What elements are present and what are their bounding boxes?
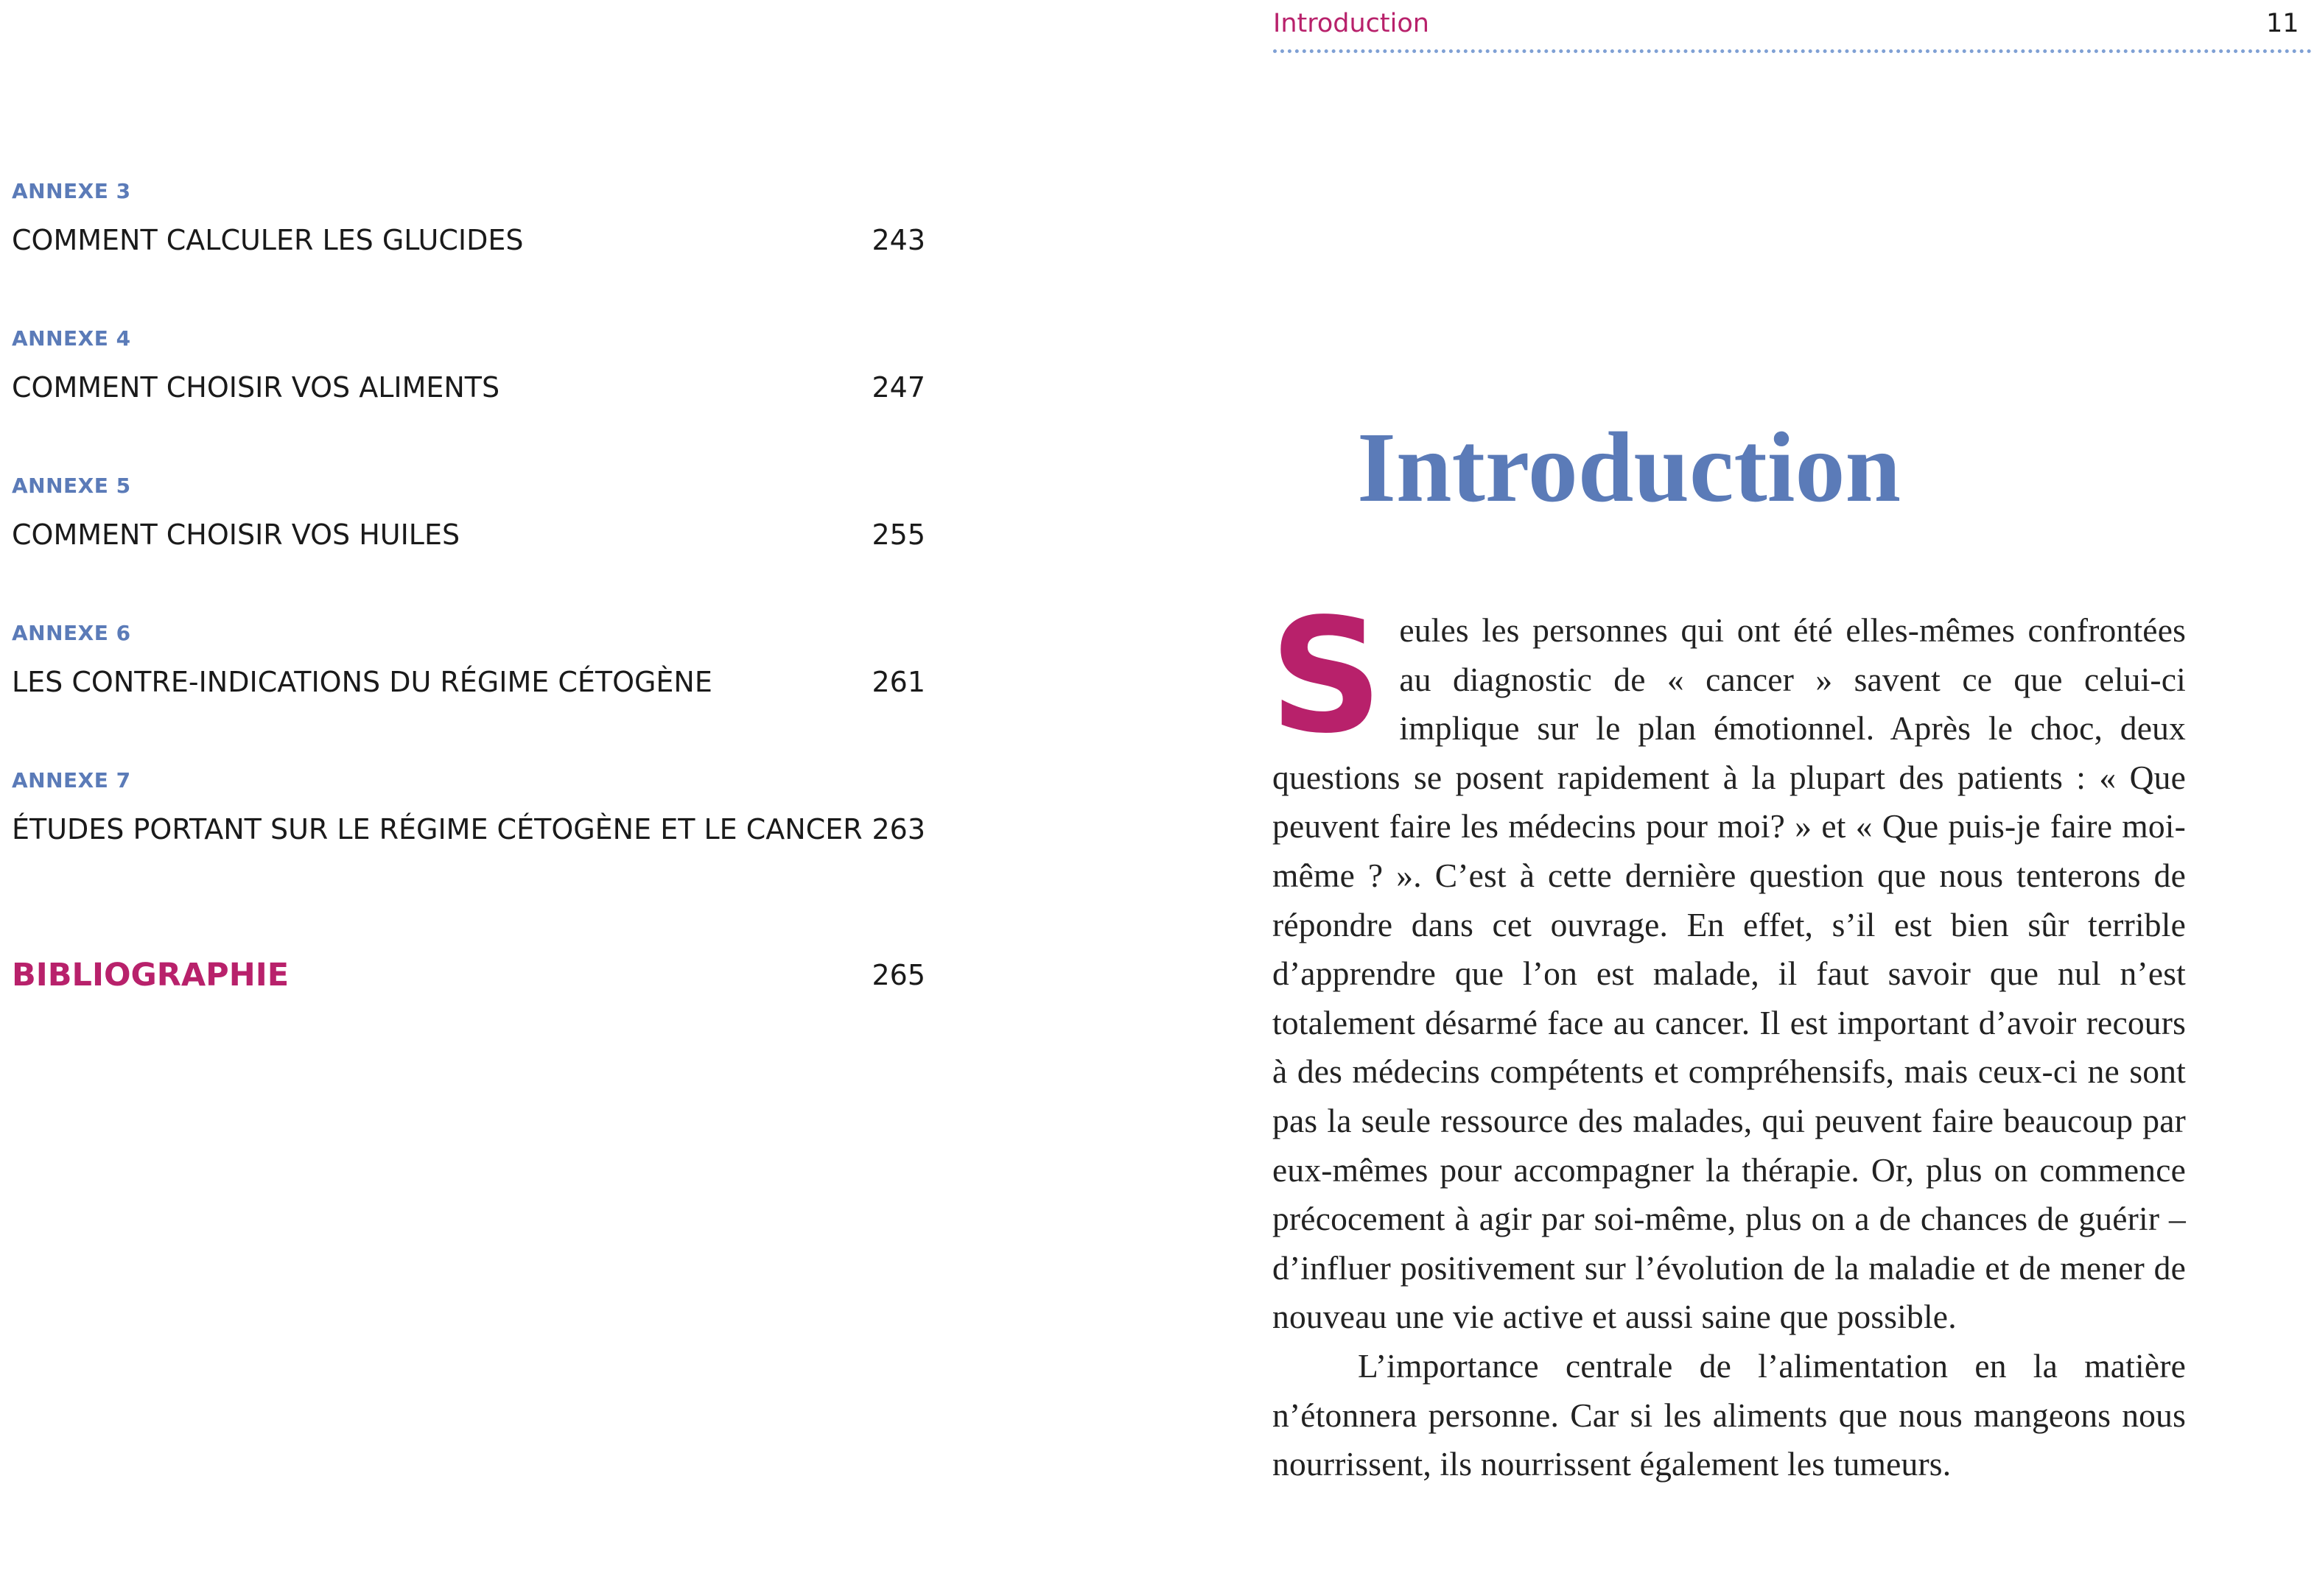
toc-entry-title: COMMENT CHOISIR VOS ALIMENTS: [12, 371, 500, 404]
toc-entry-row: [12, 222, 925, 259]
drop-cap: S: [1269, 585, 1384, 768]
toc-entry-row: [12, 516, 925, 553]
toc-entry-page: 255: [872, 518, 925, 551]
toc-entry-annexe-7[interactable]: [12, 768, 925, 848]
toc-entry-annexe-4[interactable]: [12, 326, 925, 406]
toc-entry-row: [12, 664, 925, 700]
toc-entry-page: 263: [872, 813, 925, 846]
toc-entry-annexe-5[interactable]: [12, 474, 925, 553]
toc-entry-bibliography[interactable]: [12, 955, 925, 996]
toc-entry-title: COMMENT CHOISIR VOS HUILES: [12, 518, 460, 551]
toc-entry-title: ÉTUDES PORTANT SUR LE RÉGIME CÉTOGÈNE ET LE CANCER: [12, 813, 863, 846]
toc-entry-label: ANNEXE 4: [12, 326, 131, 351]
toc-entry-page: 243: [872, 224, 925, 256]
running-header: [1273, 4, 2312, 53]
toc-entry-row: [12, 369, 925, 406]
running-header-title: Introduction: [1273, 9, 1429, 38]
toc-bibliography-title: BIBLIOGRAPHIE: [12, 957, 290, 994]
toc-entry-label: ANNEXE 5: [12, 474, 131, 498]
page-number: 11: [2266, 9, 2299, 38]
paragraph-text: eules les personnes qui ont été elles-mêmes confrontées au diagnostic de « cancer » savent ce que celui-ci implique sur le plan émotionnel. Après le choc, deux questions se posent rapidement à la plupart des patients : « Que peuvent faire les médecins pour moi? » et « Que puis-je faire moi-même ? ». C’est à cette dernière question que nous tenterons de répondre dans cet ouvrage. En effet, s’il est bien sûr terrible d’apprendre que l’on est malade, il faut savoir que nul n’est totalement désarmé face au cancer. Il est important d’avoir recours à des médecins compétents et compréhensifs, mais ceux-ci ne sont pas la seule ressource des malades, qui peuvent faire beaucoup par eux-mêmes pour accompagner la thérapie. Or, plus on commence précocement à agir par soi-même, plus on a de chances de guérir – d’influer positivement sur l’évolution de la maladie et de mener de nouveau une vie active et aussi saine que possible.: [1272, 611, 2186, 1336]
chapter-body: [1269, 585, 2186, 1489]
paragraph: [1269, 585, 2186, 1342]
toc-entry-title: COMMENT CALCULER LES GLUCIDES: [12, 224, 524, 256]
toc-entry-label: ANNEXE 3: [12, 179, 131, 203]
toc-entry-label: ANNEXE 6: [12, 621, 131, 645]
toc-entry-label: ANNEXE 7: [12, 768, 131, 792]
chapter-title: Introduction: [1357, 412, 1901, 523]
chapter-page: [1158, 0, 2317, 1596]
toc-entry-title: LES CONTRE-INDICATIONS DU RÉGIME CÉTOGÈNE: [12, 666, 712, 698]
toc-page: [0, 0, 1158, 1596]
toc-entry-page: 261: [872, 666, 925, 698]
toc-entry-annexe-6[interactable]: [12, 621, 925, 700]
toc-entry-page: 247: [872, 371, 925, 404]
toc-entry-row: [12, 811, 925, 848]
toc-bibliography-page: 265: [872, 959, 925, 991]
toc-entry-annexe-3[interactable]: [12, 179, 925, 259]
paragraph: L’importance centrale de l’alimentation en la matière n’étonnera personne. Car si les aliments que nous mangeons nous nourrissent, ils nourrissent également les tumeurs.: [1272, 1346, 2186, 1483]
